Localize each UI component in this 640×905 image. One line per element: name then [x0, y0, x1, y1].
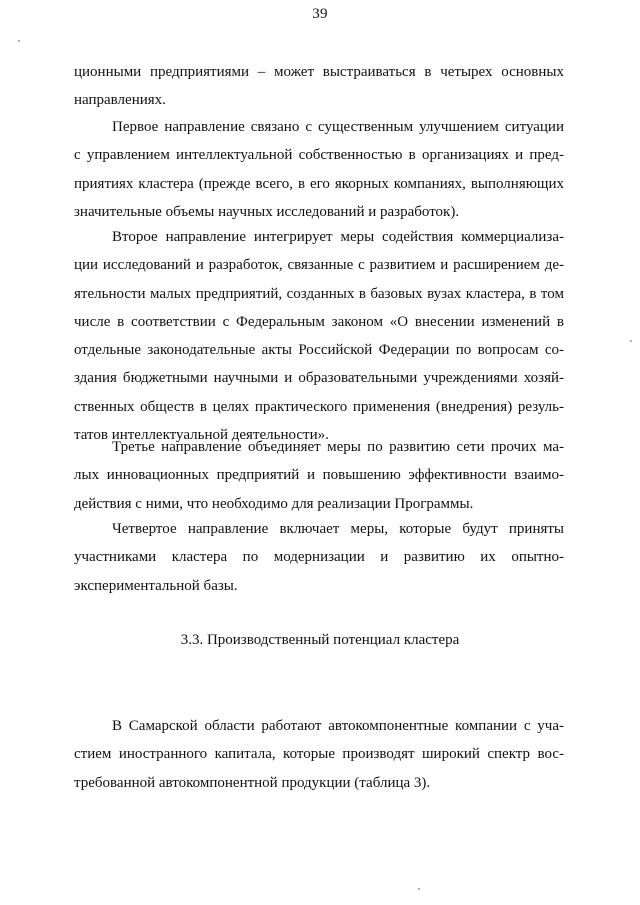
- text-line: направлениях.: [74, 92, 166, 109]
- scan-speck: [418, 888, 420, 890]
- text-line: татов интеллектуальной деятельности».: [74, 427, 329, 444]
- text-line: Третье направление объединяет меры по развитию сети прочих ма-: [112, 439, 564, 455]
- paragraph-first-direction: [74, 113, 564, 226]
- text-line: Четвертое направление включает меры, которые будут приняты: [112, 521, 564, 537]
- text-line: требованной автокомпонентной продукции (таблица 3).: [74, 774, 431, 791]
- text-line: приятиях кластера (прежде всего, в его якорных компаниях, выполняющих: [74, 175, 564, 192]
- scan-speck: [18, 40, 20, 42]
- text-line: стием иностранного капитала, которые производят широкий спектр вос-: [74, 746, 564, 763]
- text-line: В Самарской области работают автокомпонентные компании с уча-: [112, 718, 564, 734]
- text-line: здания бюджетными научными и образовательными учреждениями хозяй-: [74, 370, 564, 387]
- paragraph-fourth-direction: [74, 515, 564, 600]
- paragraph-continuation: [74, 58, 564, 115]
- text-line: Второе направление интегрирует меры содействия коммерциализа-: [112, 229, 564, 245]
- paragraph-third-direction: [74, 433, 564, 518]
- text-line: числе в соответствии с Федеральным законом «О внесении изменений в: [74, 313, 564, 330]
- text-line: ции исследований и разработок, связанные с развитием и расширением де-: [74, 257, 564, 274]
- text-line: участниками кластера по модернизации и развитию их опытно-: [74, 549, 564, 566]
- page-number: 39: [312, 6, 328, 22]
- scan-speck: [630, 340, 632, 342]
- text-line: с управлением интеллектуальной собственностью в организациях и пред-: [74, 147, 564, 164]
- text-line: лых инновационных предприятий и повышению эффективности взаимо-: [74, 467, 564, 484]
- section-heading: 3.3. Производственный потенциал кластера: [180, 632, 460, 648]
- text-line: значительные объемы научных исследований и разработок).: [74, 203, 460, 220]
- paragraph-samara-region: [74, 712, 564, 797]
- text-line: ятельности малых предприятий, созданных в базовых вузах кластера, в том: [74, 285, 564, 302]
- text-line: ственных обществ в целях практического применения (внедрения) резуль-: [74, 398, 564, 415]
- text-line: действия с ними, что необходимо для реализации Программы.: [74, 495, 474, 512]
- text-line: отдельные законодательные акты Российской Федерации по вопросам со-: [74, 342, 564, 359]
- text-line: Первое направление связано с существенным улучшением ситуации: [112, 119, 564, 135]
- paragraph-second-direction: [74, 223, 564, 449]
- text-line: ционными предприятиями – может выстраиваться в четырех основных: [74, 64, 564, 80]
- text-line: экспериментальной базы.: [74, 577, 238, 594]
